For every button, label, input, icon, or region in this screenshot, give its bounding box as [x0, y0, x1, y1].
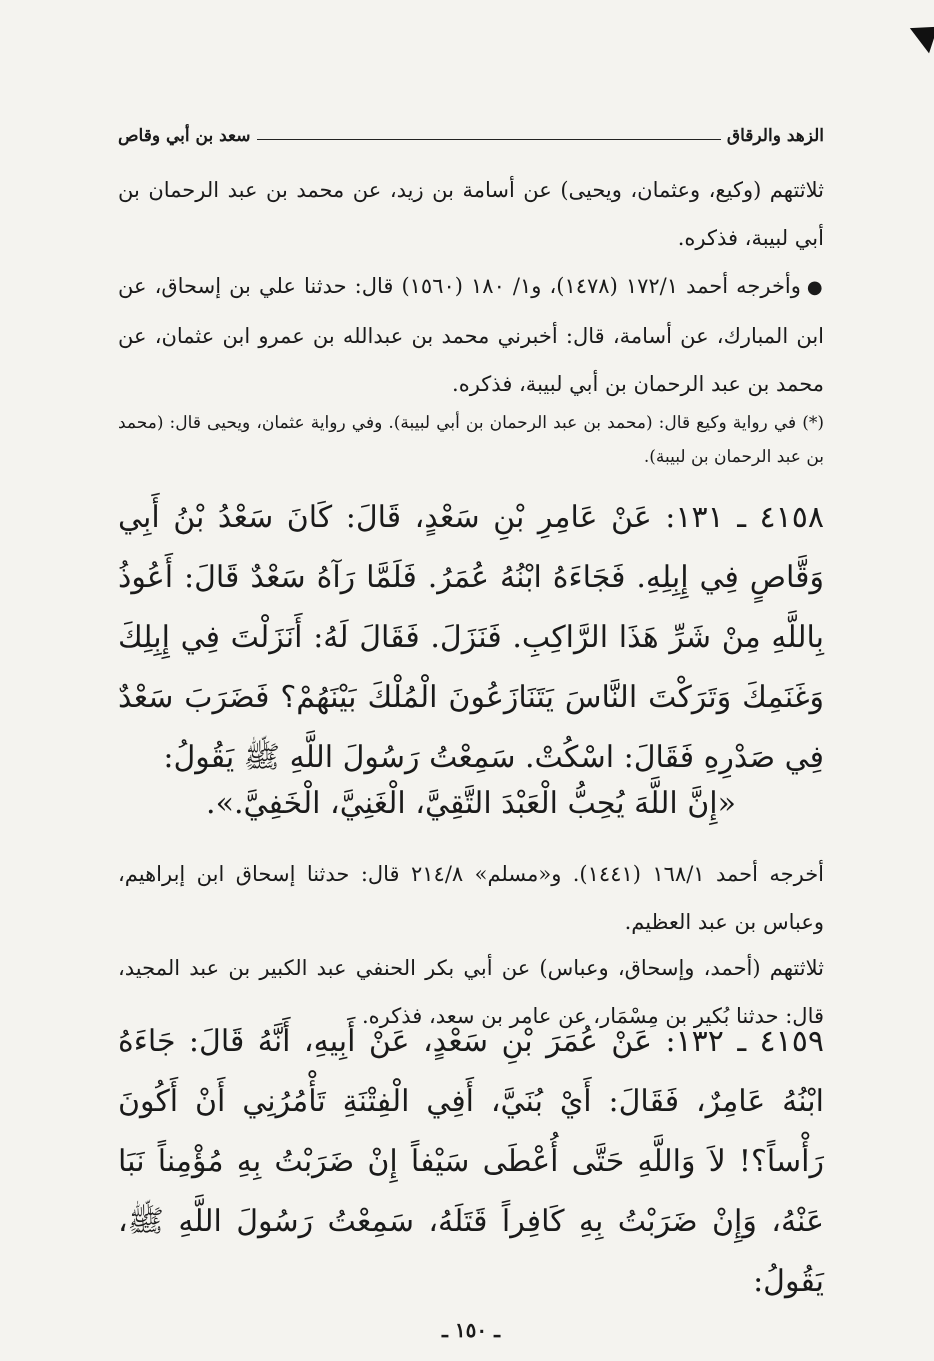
paragraph-takhrij-2: أخرجه أحمد ١٦٨/١ (١٤٤١). و«مسلم» ٢١٤/٨ قال: حدثنا إسحاق ابن إبراهيم، وعباس بن عبد العظيم.: [118, 862, 825, 934]
corner-mark: [904, 19, 934, 54]
page-number: ـ ١٥٠ ـ: [442, 1318, 500, 1342]
footnote: (*) في رواية وكيع قال: (محمد بن عبد الرحمان بن أبي لبيبة). وفي رواية عثمان، ويحيى قال: (محمد بن عبد الرحمان بن لبيبة).: [118, 413, 824, 467]
hadith-4159: ٤١٥٩ ـ ١٣٢: عَنْ عُمَرَ بْنِ سَعْدٍ، عَنْ أَبِيهِ، أَنَّهُ قَالَ: جَاءَهُ ابْنُهُ عَامِرٌ، فَقَالَ: أَيْ بُنَيَّ، أَفِي الْفِتْنَةِ تَأْمُرُنِي أَنْ أَكُونَ رَأْساً؟! لاَ وَاللَّهِ حَتَّى أُعْطَى سَيْفاً إِنْ ضَرَبْتُ بِهِ مُؤْمِناً نَبَا عَنْهُ، وَإِنْ ضَرَبْتُ بِهِ كَافِراً قَتَلَهُ، سَمِعْتُ رَسُولَ اللَّهِ ﷺ، يَقُولُ:: [118, 1024, 824, 1299]
paragraph-takhrij-1: ●وأخرجه أحمد ١٧٢/١ (١٤٧٨)، و١/ ١٨٠ (١٥٦٠) قال: حدثنا علي بن إسحاق، عن ابن المبارك، عن أسامة، قال: أخبرني محمد بن عبدالله بن عمرو ابن عثمان، عن محمد بن عبد الرحمان بن أبي لبيبة، فذكره.: [118, 274, 824, 396]
header-rule: [257, 139, 721, 140]
paragraph-chain-1: ثلاثتهم (وكيع، وعثمان، ويحيى) عن أسامة بن زيد، عن محمد بن عبد الرحمان بن أبي لبيبة، فذكره.: [118, 178, 824, 250]
header-book-title: الزهد والرقاق: [726, 126, 824, 146]
running-header: [118, 120, 824, 146]
bullet-icon: ●: [806, 277, 824, 298]
hadith-4158: ٤١٥٨ ـ ١٣١: عَنْ عَامِرِ بْنِ سَعْدٍ، قَالَ: كَانَ سَعْدُ بْنُ أَبِي وَقَّاصٍ فِي إِبِلِهِ. فَجَاءَهُ ابْنُهُ عُمَرُ. فَلَمَّا رَآهُ سَعْدٌ قَالَ: أَعُوذُ بِاللَّهِ مِنْ شَرِّ هَذَا الرَّاكِبِ. فَنَزَلَ. فَقَالَ لَهُ: أَنَزَلْتَ فِي إِبِلِكَ وَغَنَمِكَ وَتَرَكْتَ النَّاسَ يَتَنَازَعُونَ الْمُلْكَ بَيْنَهُمْ؟ فَضَرَبَ سَعْدٌ فِي صَدْرِهِ فَقَالَ: اسْكُتْ. سَمِعْتُ رَسُولَ اللَّهِ ﷺ يَقُولُ:: [118, 500, 824, 775]
header-chapter-title: سعد بن أبي وقاص: [118, 126, 251, 146]
hadith-quote-1: «إِنَّ اللَّهَ يُحِبُّ الْعَبْدَ التَّقِيَّ، الْغَنِيَّ، الْخَفِيَّ.».: [206, 786, 736, 821]
paragraph-chain-2: ثلاثتهم (أحمد، وإسحاق، وعباس) عن أبي بكر الحنفي عبد الكبير بن عبد المجيد، قال: حدثنا بُكير بن مِسْمَار، عن عامر بن سعد، فذكره.: [118, 956, 824, 1028]
